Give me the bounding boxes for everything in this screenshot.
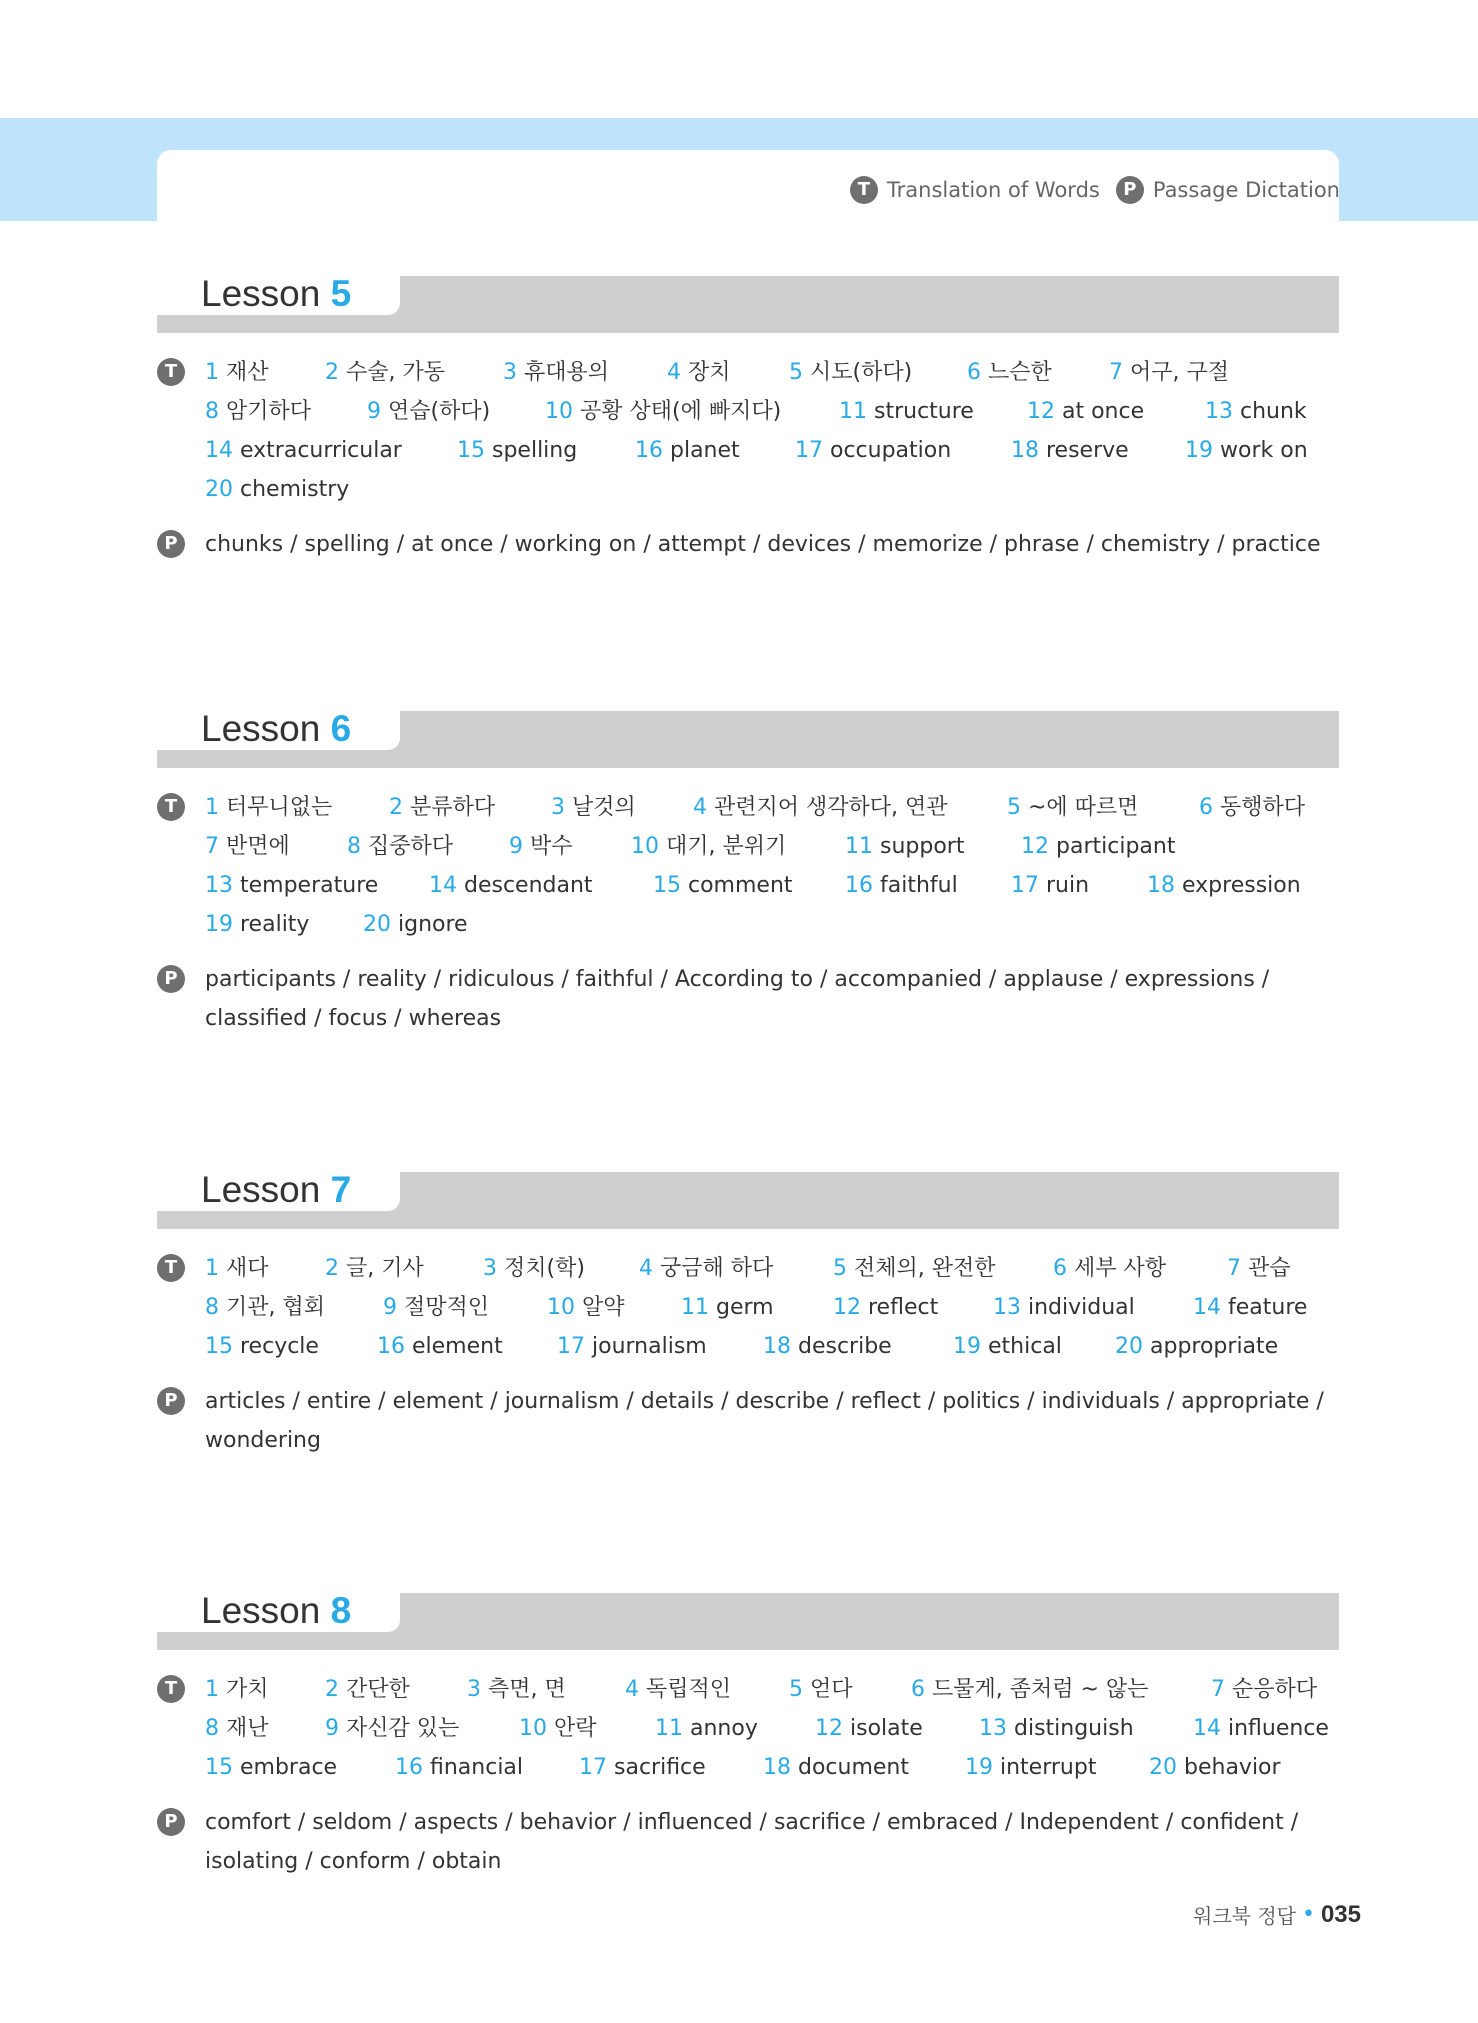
word-item: 6 느슨한 [967,360,1052,385]
word-item: 4 궁금해 하다 [639,1256,774,1281]
dictation-block [164,1382,1339,1460]
word-item: 12 participant [1021,834,1176,859]
lesson-word: Lesson [201,1590,321,1631]
word-item: 19 interrupt [965,1755,1097,1780]
p-badge-icon: P [1116,176,1144,204]
word-item: 9 박수 [509,834,573,859]
word-item: 14 descendant [429,873,593,898]
word-item: 15 recycle [205,1334,319,1359]
word-item: 5 ~에 따르면 [1007,795,1139,820]
translation-line [205,392,1339,431]
lesson-title-bar [157,1169,1339,1229]
word-item: 19 reality [205,912,310,937]
word-item: 12 reflect [833,1295,939,1320]
word-item: 3 정치(학) [483,1256,585,1281]
t-badge-icon: T [157,1675,185,1703]
translation-line [205,353,1339,392]
lesson-title-bar [157,273,1339,333]
word-item: 8 암기하다 [205,399,312,424]
word-item: 15 spelling [457,438,578,463]
page-number: 035 [1320,1900,1361,1928]
translation-line [205,1288,1339,1327]
translation-line [205,1327,1339,1366]
word-item: 7 순응하다 [1211,1677,1318,1702]
word-item: 5 전체의, 완전한 [833,1256,996,1281]
word-item: 3 측면, 면 [467,1677,566,1702]
p-badge-icon: P [157,965,185,993]
word-item: 16 planet [635,438,740,463]
word-item: 1 터무니없는 [205,795,333,820]
translation-line [205,1748,1339,1787]
dictation-block [164,1803,1339,1881]
word-item: 4 관련지어 생각하다, 연관 [693,795,948,820]
lesson-title [157,1590,400,1632]
lesson-title [157,1169,400,1211]
word-item: 14 feature [1193,1295,1308,1320]
word-item: 13 chunk [1205,399,1307,424]
translation-line [205,788,1339,827]
word-item: 3 날것의 [551,795,636,820]
word-item: 8 집중하다 [347,834,454,859]
word-item: 14 influence [1193,1716,1329,1741]
word-item: 1 가치 [205,1677,269,1702]
lesson-title [157,708,400,750]
word-item: 7 관습 [1227,1256,1291,1281]
word-item: 9 절망적인 [383,1295,490,1320]
word-item: 11 germ [681,1295,774,1320]
word-item: 8 재난 [205,1716,269,1741]
word-item: 10 안락 [519,1716,597,1741]
word-item: 20 chemistry [205,477,350,502]
word-item: 2 수술, 가동 [325,360,445,385]
word-item: 2 분류하다 [389,795,496,820]
header-legend [850,176,1340,204]
lesson-7-section [157,1169,1339,1460]
lesson-number: 5 [330,273,352,314]
word-item: 5 시도(하다) [789,360,913,385]
lesson-8-section [157,1590,1339,1881]
translation-line [205,905,1339,944]
lesson-title-bar [157,1590,1339,1650]
word-item: 11 annoy [655,1716,758,1741]
word-item: 17 ruin [1011,873,1090,898]
lesson-number: 7 [330,1169,352,1210]
passage-text: comfort / seldom / aspects / behavior / influenced / sacrifice / embraced / Independent / confident / isolating / conform / obtain [205,1810,1299,1874]
t-badge-icon: T [157,793,185,821]
word-item: 6 드물게, 좀처럼 ~ 않는 [911,1677,1149,1702]
legend-translation-label: Translation of Words [886,178,1100,202]
translation-line [205,1249,1339,1288]
word-item: 6 세부 사항 [1053,1256,1167,1281]
word-item: 6 동행하다 [1199,795,1306,820]
word-item: 1 재산 [205,360,269,385]
p-badge-icon: P [157,530,185,558]
word-item: 4 독립적인 [625,1677,732,1702]
p-badge-icon: P [157,1808,185,1836]
dictation-block [164,960,1339,1038]
passage-text: articles / entire / element / journalism / details / describe / reflect / politics / individuals / appropriate / wondering [205,1389,1324,1453]
word-item: 9 연습(하다) [367,399,491,424]
word-item: 10 대기, 분위기 [631,834,787,859]
legend-dictation-label: Passage Dictation [1152,178,1340,202]
p-badge-icon: P [157,1387,185,1415]
legend-translation [850,176,1100,204]
word-item: 12 isolate [815,1716,923,1741]
lesson-number: 6 [330,708,352,749]
translation-block [164,353,1339,509]
lesson-word: Lesson [201,273,321,314]
lesson-word: Lesson [201,1169,321,1210]
page-footer [1193,1900,1361,1929]
word-item: 19 ethical [953,1334,1062,1359]
translation-line [205,431,1339,470]
word-item: 18 document [763,1755,909,1780]
lesson-word: Lesson [201,708,321,749]
word-item: 13 distinguish [979,1716,1134,1741]
word-item: 8 기관, 협회 [205,1295,325,1320]
word-item: 18 reserve [1011,438,1129,463]
word-item: 5 얻다 [789,1677,853,1702]
word-item: 14 extracurricular [205,438,402,463]
word-item: 18 expression [1147,873,1301,898]
translation-line [205,1670,1339,1709]
t-badge-icon: T [850,176,878,204]
word-item: 19 work on [1185,438,1308,463]
word-item: 17 journalism [557,1334,707,1359]
word-item: 16 faithful [845,873,958,898]
word-item: 18 describe [763,1334,892,1359]
t-badge-icon: T [157,358,185,386]
word-item: 11 support [845,834,965,859]
t-badge-icon: T [157,1254,185,1282]
word-item: 9 자신감 있는 [325,1716,460,1741]
passage-text: participants / reality / ridiculous / faithful / According to / accompanied / applause / expressions / classified / focus / whereas [205,967,1270,1031]
word-item: 20 behavior [1149,1755,1281,1780]
word-item: 2 간단한 [325,1677,410,1702]
word-item: 7 반면에 [205,834,290,859]
word-item: 15 comment [653,873,793,898]
translation-line [205,470,1339,509]
word-item: 13 temperature [205,873,379,898]
word-item: 16 financial [395,1755,524,1780]
word-item: 16 element [377,1334,503,1359]
word-item: 4 장치 [667,360,731,385]
footer-label: 워크북 정답 [1193,1904,1296,1928]
footer-dot: • [1301,1902,1315,1927]
passage-text: chunks / spelling / at once / working on / attempt / devices / memorize / phrase / chemistry / practice [205,532,1321,557]
word-item: 2 글, 기사 [325,1256,424,1281]
translation-line [205,866,1339,905]
lesson-title-bar [157,708,1339,768]
word-item: 10 알약 [547,1295,625,1320]
word-item: 7 어구, 구절 [1109,360,1229,385]
translation-block [164,1249,1339,1366]
lesson-6-section [157,708,1339,1038]
word-item: 3 휴대용의 [503,360,610,385]
lesson-5-section [157,273,1339,564]
translation-line [205,1709,1339,1748]
dictation-block [164,525,1339,564]
translation-block [164,788,1339,944]
lesson-number: 8 [330,1590,352,1631]
lesson-title [157,273,400,315]
word-item: 12 at once [1027,399,1145,424]
word-item: 20 appropriate [1115,1334,1279,1359]
word-item: 11 structure [839,399,974,424]
translation-line [205,827,1339,866]
legend-dictation [1116,176,1340,204]
word-item: 17 sacrifice [579,1755,706,1780]
translation-block [164,1670,1339,1787]
header-tab-panel [157,150,1339,270]
word-item: 1 새다 [205,1256,269,1281]
word-item: 13 individual [993,1295,1135,1320]
word-item: 17 occupation [795,438,952,463]
word-item: 10 공황 상태(에 빠지다) [545,399,782,424]
word-item: 20 ignore [363,912,468,937]
word-item: 15 embrace [205,1755,338,1780]
